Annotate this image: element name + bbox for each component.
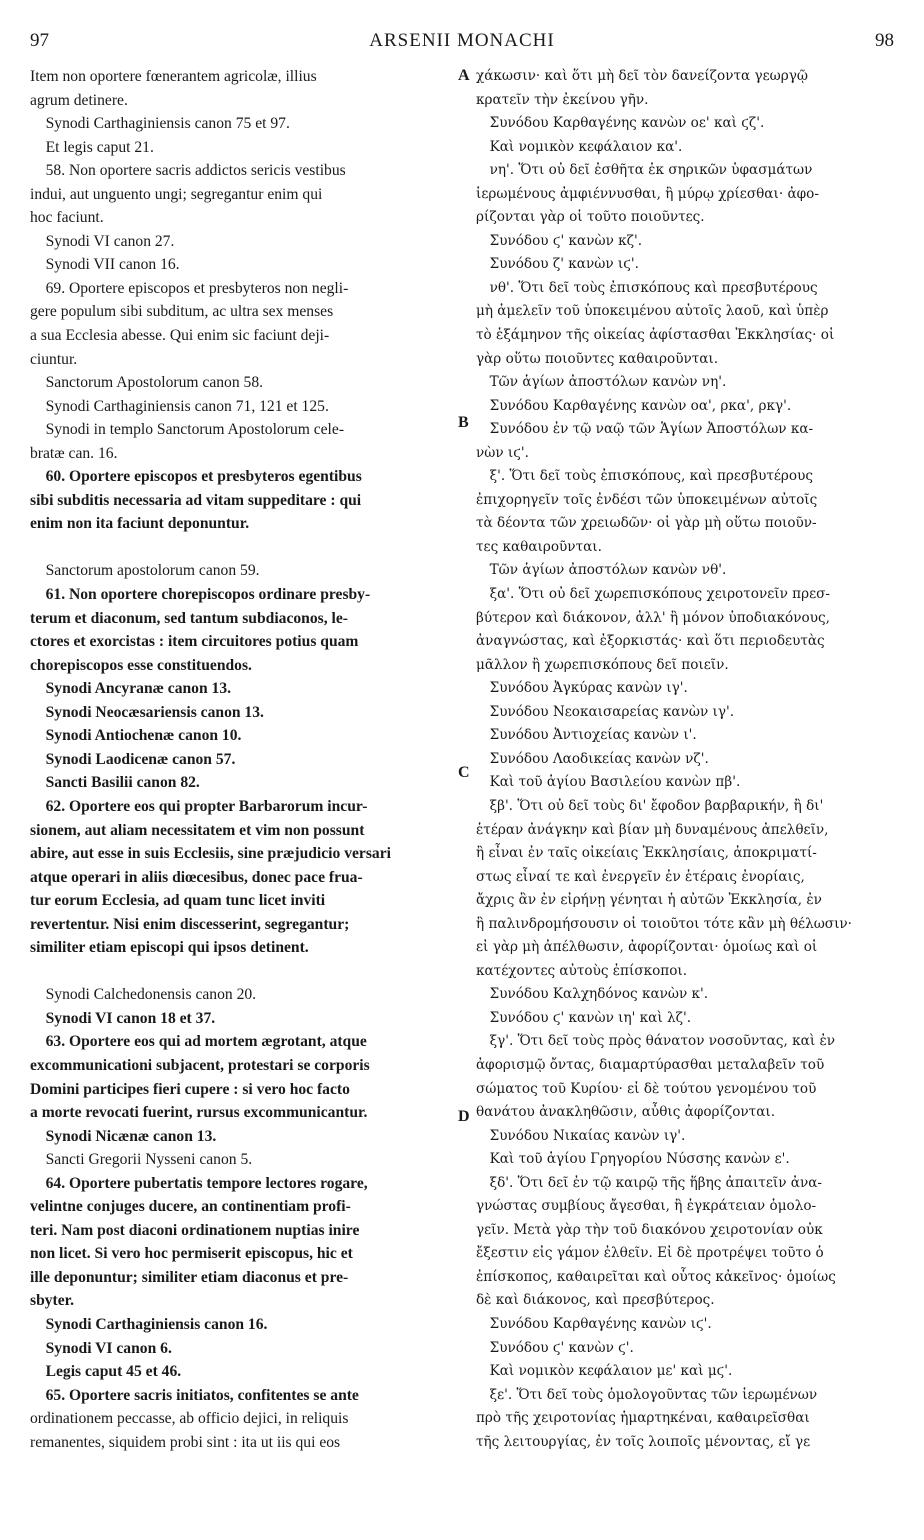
latin-text-line: Synodi Antiochenæ canon 10.: [30, 727, 242, 745]
latin-text-line: Synodi Laodicenæ canon 57.: [30, 750, 236, 768]
greek-text-line: ρίζονται γὰρ οἱ τοῦτο ποιοῦντες.: [476, 209, 705, 226]
latin-text-line: similiter etiam episcopi qui ipsos detinent.: [30, 939, 309, 957]
greek-text-line: ἱερωμένους ἀμφιέννυσθαι, ἢ μύρῳ χρίεσθαι· ἀφο-: [476, 185, 819, 202]
latin-text-line: non licet. Si vero hoc permiserit episcopus, hic et: [30, 1245, 353, 1263]
right-page-number: 98: [875, 30, 894, 51]
greek-text-line: Συνόδου Νεοκαισαρείας κανὼν ιγ'.: [476, 703, 735, 720]
greek-text-line: μὴ ἀμελεῖν τοῦ ὑποκειμένου αὐτοῖς λαοῦ, καὶ ὑπὲρ: [476, 303, 829, 320]
greek-text-line: Συνόδου Καλχηδόνος κανὼν κ'.: [476, 986, 709, 1003]
greek-text-line: εἰ γὰρ μὴ ἀπέλθωσιν, ἀφορίζονται· ὁμοίως καὶ οἱ: [476, 939, 818, 956]
latin-text-line: ciuntur.: [30, 350, 78, 368]
running-title: ARSENII MONACHI: [369, 30, 555, 51]
margin-marker-a: A: [458, 67, 470, 84]
greek-text-line: κρατεῖν τὴν ἐκείνου γῆν.: [476, 91, 649, 108]
greek-text-line: Συνόδου Λαοδικείας κανὼν νζ'.: [476, 750, 709, 767]
greek-text-line: ξα'. Ὅτι οὐ δεῖ χωρεπισκόπους χειροτονεῖν πρεσ-: [476, 586, 831, 603]
greek-text-line: ἀφορισμῷ ὄντας, διαμαρτύρασθαι μεταλαβεῖν τοῦ: [476, 1056, 825, 1073]
latin-text-line: atque operari in aliis diœcesibus, donec pace frua-: [30, 868, 363, 886]
greek-text-line: Συνόδου Ἀντιοχείας κανὼν ι'.: [476, 727, 697, 744]
latin-text-line: gere populum sibi subditum, ac ultra sex menses: [30, 303, 334, 321]
greek-text-line: Συνόδου ϛ' κανὼν ϛ'.: [476, 1339, 634, 1356]
greek-text-line: Συνόδου Ἀγκύρας κανὼν ιγ'.: [476, 680, 688, 697]
latin-text-line: [30, 536, 456, 560]
greek-text-line: Συνόδου Καρθαγένης κανὼν ιϛ'.: [476, 1315, 712, 1332]
greek-text-line: δὲ καὶ διάκονος, καὶ πρεσβύτερος.: [476, 1292, 715, 1309]
latin-text-line: ordinationem peccasse, ab officio dejici, in reliquis: [30, 1410, 349, 1428]
latin-text-line: 65. Oportere sacris initiatos, confitentes se ante: [30, 1386, 359, 1404]
greek-text-line: νη'. Ὅτι οὐ δεῖ ἐσθῆτα ἐκ σηρικῶν ὑφασμάτων: [476, 162, 813, 179]
greek-text-line: ξε'. Ὅτι δεῖ τοὺς ὁμολογοῦντας τῶν ἱερωμένων: [476, 1386, 818, 1403]
greek-text-line: νθ'. Ὅτι δεῖ τοὺς ἐπισκόπους καὶ πρεσβυτέρους: [476, 279, 818, 296]
latin-text-line: Synodi VI canon 6.: [30, 1339, 172, 1357]
latin-text-line: 69. Oportere episcopos et presbyteros non negli-: [30, 279, 349, 297]
latin-text-line: Synodi VII canon 16.: [30, 256, 180, 274]
latin-text-line: 64. Oportere pubertatis tempore lectores rogare,: [30, 1174, 368, 1192]
greek-text-line: Συνόδου Καρθαγένης κανὼν οα', ρκα', ρκγ'.: [476, 397, 792, 414]
greek-text-line: ἀναγνώστας, καὶ ἐξορκιστάς· καὶ ὅτι περιοδευτὰς: [476, 633, 825, 650]
greek-text-line: ξγ'. Ὅτι δεῖ τοὺς πρὸς θάνατον νοσοῦντας, καὶ ἐν: [476, 1033, 836, 1050]
latin-text-line: Sanctorum Apostolorum canon 58.: [30, 374, 264, 392]
latin-text-line: 58. Non oportere sacris addictos sericis vestibus: [30, 162, 346, 180]
greek-text-line: Συνόδου ἐν τῷ ναῷ τῶν Ἁγίων Ἀποστόλων κα-: [476, 421, 814, 438]
greek-text-line: Συνόδου ϛ' κανὼν κζ'.: [476, 232, 643, 249]
latin-text-line: terum et diaconum, sed tantum subdiaconos, le-: [30, 609, 348, 627]
latin-text-line: Sancti Gregorii Nysseni canon 5.: [30, 1151, 253, 1169]
greek-text-line: ξβ'. Ὅτι οὐ δεῖ τοὺς δι' ἔφοδον βαρβαρικήν, ἢ δι': [476, 797, 824, 814]
latin-text-line: 63. Oportere eos qui ad mortem ægrotant, atque: [30, 1033, 367, 1051]
greek-text-line: γὰρ οὕτω ποιοῦντες καθαιροῦνται.: [476, 350, 719, 367]
greek-text-line: Καὶ νομικὸν κεφάλαιον με' καὶ μϛ'.: [476, 1363, 733, 1380]
latin-text-line: remanentes, siquidem probi sint : ita ut iis qui eos: [30, 1433, 341, 1451]
greek-text-line: γνώστας συμβίους ἄγεσθαι, ἢ ἐγκράτειαν ὁμολο-: [476, 1198, 817, 1215]
latin-text-line: bratæ can. 16.: [30, 444, 118, 462]
margin-marker-c: C: [458, 764, 470, 781]
greek-text-line: θανάτου ἀνακληθῶσιν, αὖθις ἀφορίζονται.: [476, 1104, 776, 1121]
latin-text-line: velintne conjuges ducere, an continentiam profi-: [30, 1198, 351, 1216]
greek-text-line: νὼν ιϛ'.: [476, 444, 529, 461]
greek-text-line: ἣ παλινδρομήσουσιν οἱ τοιοῦτοι τότε κἂν μὴ θέλωσιν·: [476, 915, 852, 932]
greek-text-line: Συνόδου Καρθαγένης κανὼν οε' καὶ ϛζ'.: [476, 115, 765, 132]
greek-text-line: Συνόδου ζ' κανὼν ιϛ'.: [476, 256, 639, 273]
latin-text-line: Domini participes fieri cupere : si vero hoc facto: [30, 1080, 350, 1098]
latin-text-line: revertentur. Nisi enim discesserint, segregantur;: [30, 915, 350, 933]
latin-text-line: Synodi VI canon 27.: [30, 232, 175, 250]
latin-text-line: Sanctorum apostolorum canon 59.: [30, 562, 260, 580]
latin-text-line: sibi subditis necessaria ad vitam suppeditare : qui: [30, 491, 362, 509]
latin-text-line: Synodi Neocæsariensis canon 13.: [30, 703, 264, 721]
latin-text-line: ctores et exorcistas : item circuitores potius quam: [30, 633, 359, 651]
greek-text-line: ἢ εἶναι ἐν ταῖς οἰκείαις Ἐκκλησίαις, ἀποκριματί-: [476, 845, 817, 862]
latin-text-line: indui, aut unguento ungi; segregantur enim qui: [30, 185, 323, 203]
greek-text-line: μᾶλλον ἢ χωρεπισκόπους δεῖ ποιεῖν.: [476, 656, 729, 673]
greek-text-line: κατέχοντες αὐτοὺς ἐπίσκοποι.: [476, 962, 688, 979]
greek-text-line: ἑτέραν ἀνάγκην καὶ βίαν μὴ δυναμένους ἀπελθεῖν,: [476, 821, 829, 838]
greek-text-line: Καὶ τοῦ ἁγίου Γρηγορίου Νύσσης κανὼν ε'.: [476, 1151, 790, 1168]
greek-text-line: ξδ'. Ὅτι δεῖ ἐν τῷ καιρῷ τῆς ἥβης ἀπαιτεῖν ἀνα-: [476, 1174, 823, 1191]
greek-text-line: σώματος τοῦ Κυρίου· εἰ δὲ τούτου γενομένου τοῦ: [476, 1080, 817, 1097]
latin-text-line: abire, aut esse in suis Ecclesiis, sine præjudicio versari: [30, 845, 391, 863]
greek-text-line: ἐπίσκοπος, καθαιρεῖται καὶ οὗτος κἀκεῖνος· ὁμοίως: [476, 1268, 836, 1285]
greek-text-line: ἐπιχορηγεῖν τοῖς ἐνδέσι τῶν ὑποκειμένων αὐτοῖς: [476, 491, 818, 508]
latin-text-line: Synodi in templo Sanctorum Apostolorum cele-: [30, 421, 345, 439]
latin-text-line: teri. Nam post diaconi ordinationem nuptias inire: [30, 1221, 360, 1239]
greek-text-line: Συνόδου Νικαίας κανὼν ιγ'.: [476, 1127, 686, 1144]
margin-marker-d: D: [458, 1108, 470, 1125]
latin-text-line: Synodi Carthaginiensis canon 16.: [30, 1315, 268, 1333]
latin-text-line: hoc faciunt.: [30, 209, 104, 227]
latin-text-line: a morte revocati fuerint, rursus excommunicantur.: [30, 1104, 368, 1122]
latin-text-line: excommunicationi subjacent, protestari se corporis: [30, 1056, 370, 1074]
greek-text-line: τες καθαιροῦνται.: [476, 538, 602, 555]
greek-text-line: γεῖν. Μετὰ γὰρ τὴν τοῦ διακόνου χειροτονίαν οὐκ: [476, 1221, 823, 1238]
latin-text-line: Synodi Ancyranæ canon 13.: [30, 680, 232, 698]
greek-column: [476, 65, 902, 1454]
latin-text-line: agrum detinere.: [30, 91, 128, 109]
latin-text-line: Synodi VI canon 18 et 37.: [30, 1009, 216, 1027]
margin-marker-b: B: [458, 414, 469, 431]
latin-text-line: Synodi Carthaginiensis canon 71, 121 et 125.: [30, 397, 329, 415]
latin-text-line: Synodi Carthaginiensis canon 75 et 97.: [30, 115, 290, 133]
greek-text-line: ξ'. Ὅτι δεῖ τοὺς ἐπισκόπους, καὶ πρεσβυτέρους: [476, 468, 813, 485]
greek-text-line: τῆς λειτουργίας, ἐν τοῖς λοιποῖς μένοντας, εἴ γε: [476, 1433, 811, 1450]
greek-text-line: ἔξεστιν εἰς γάμον ἐλθεῖν. Εἰ δὲ προτρέψει τοῦτο ὁ: [476, 1245, 824, 1262]
greek-text-line: τὸ ἑξάμηνον τῆς οἰκείας ἀφίστασθαι Ἐκκλησίας· οἱ: [476, 327, 835, 344]
greek-text-line: Καὶ νομικὸν κεφάλαιον κα'.: [476, 138, 683, 155]
latin-text-line: a sua Ecclesia abesse. Qui enim sic faciunt deji-: [30, 327, 330, 345]
greek-text-line: Συνόδου ϛ' κανὼν ιη' καὶ λζ'.: [476, 1009, 692, 1026]
latin-text-line: sionem, aut aliam necessitatem et vim non possunt: [30, 821, 365, 839]
latin-text-line: ille deponuntur; similiter etiam diaconus et pre-: [30, 1268, 349, 1286]
greek-text-line: στως εἶναί τε καὶ ἐνεργεῖν ἐν ἑτέραις ἐνορίαις,: [476, 868, 805, 885]
greek-text-line: χάκωσιν· καὶ ὅτι μὴ δεῖ τὸν δανείζοντα γεωργῷ: [476, 68, 808, 84]
latin-text-line: [30, 960, 456, 984]
latin-column: [30, 65, 456, 1454]
latin-text-line: Synodi Nicænæ canon 13.: [30, 1127, 217, 1145]
latin-text-line: tur eorum Ecclesia, ad quam tunc licet inviti: [30, 892, 326, 910]
latin-text-line: Et legis caput 21.: [30, 138, 154, 156]
latin-text-line: Item non oportere fœnerantem agricolæ, illius: [30, 68, 317, 85]
latin-text-line: chorepiscopos esse constituendos.: [30, 656, 252, 674]
greek-text-line: ἄχρις ἂν ἐν εἰρήνῃ γένηται ἡ αὐτῶν Ἐκκλησία, ἐν: [476, 892, 822, 909]
greek-text-line: Τῶν ἁγίων ἀποστόλων κανὼν νθ'.: [476, 562, 727, 579]
greek-text-line: τὰ δέοντα τῶν χρειωδῶν· οἱ γὰρ μὴ οὕτω ποιοῦν-: [476, 515, 817, 532]
latin-text-line: sbyter.: [30, 1292, 75, 1310]
latin-text-line: 60. Oportere episcopos et presbyteros egentibus: [30, 468, 362, 486]
greek-text-line: Καὶ τοῦ ἁγίου Βασιλείου κανὼν πβ'.: [476, 774, 741, 791]
latin-text-line: Sancti Basilii canon 82.: [30, 774, 200, 792]
greek-text-line: βύτερον καὶ διάκονον, ἀλλ' ἢ μόνον ὑποδιακόνους,: [476, 609, 830, 626]
greek-text-line: Τῶν ἁγίων ἀποστόλων κανὼν νη'.: [476, 374, 727, 391]
left-page-number: 97: [30, 30, 49, 51]
latin-text-line: 62. Oportere eos qui propter Barbarorum incur-: [30, 797, 368, 815]
latin-text-line: enim non ita faciunt deponuntur.: [30, 515, 250, 533]
latin-text-line: Legis caput 45 et 46.: [30, 1363, 182, 1381]
latin-text-line: Synodi Calchedonensis canon 20.: [30, 986, 257, 1004]
greek-text-line: πρὸ τῆς χειροτονίας ἡμαρτηκέναι, καθαιρεῖσθαι: [476, 1410, 810, 1427]
latin-text-line: 61. Non oportere chorepiscopos ordinare presby-: [30, 586, 371, 604]
